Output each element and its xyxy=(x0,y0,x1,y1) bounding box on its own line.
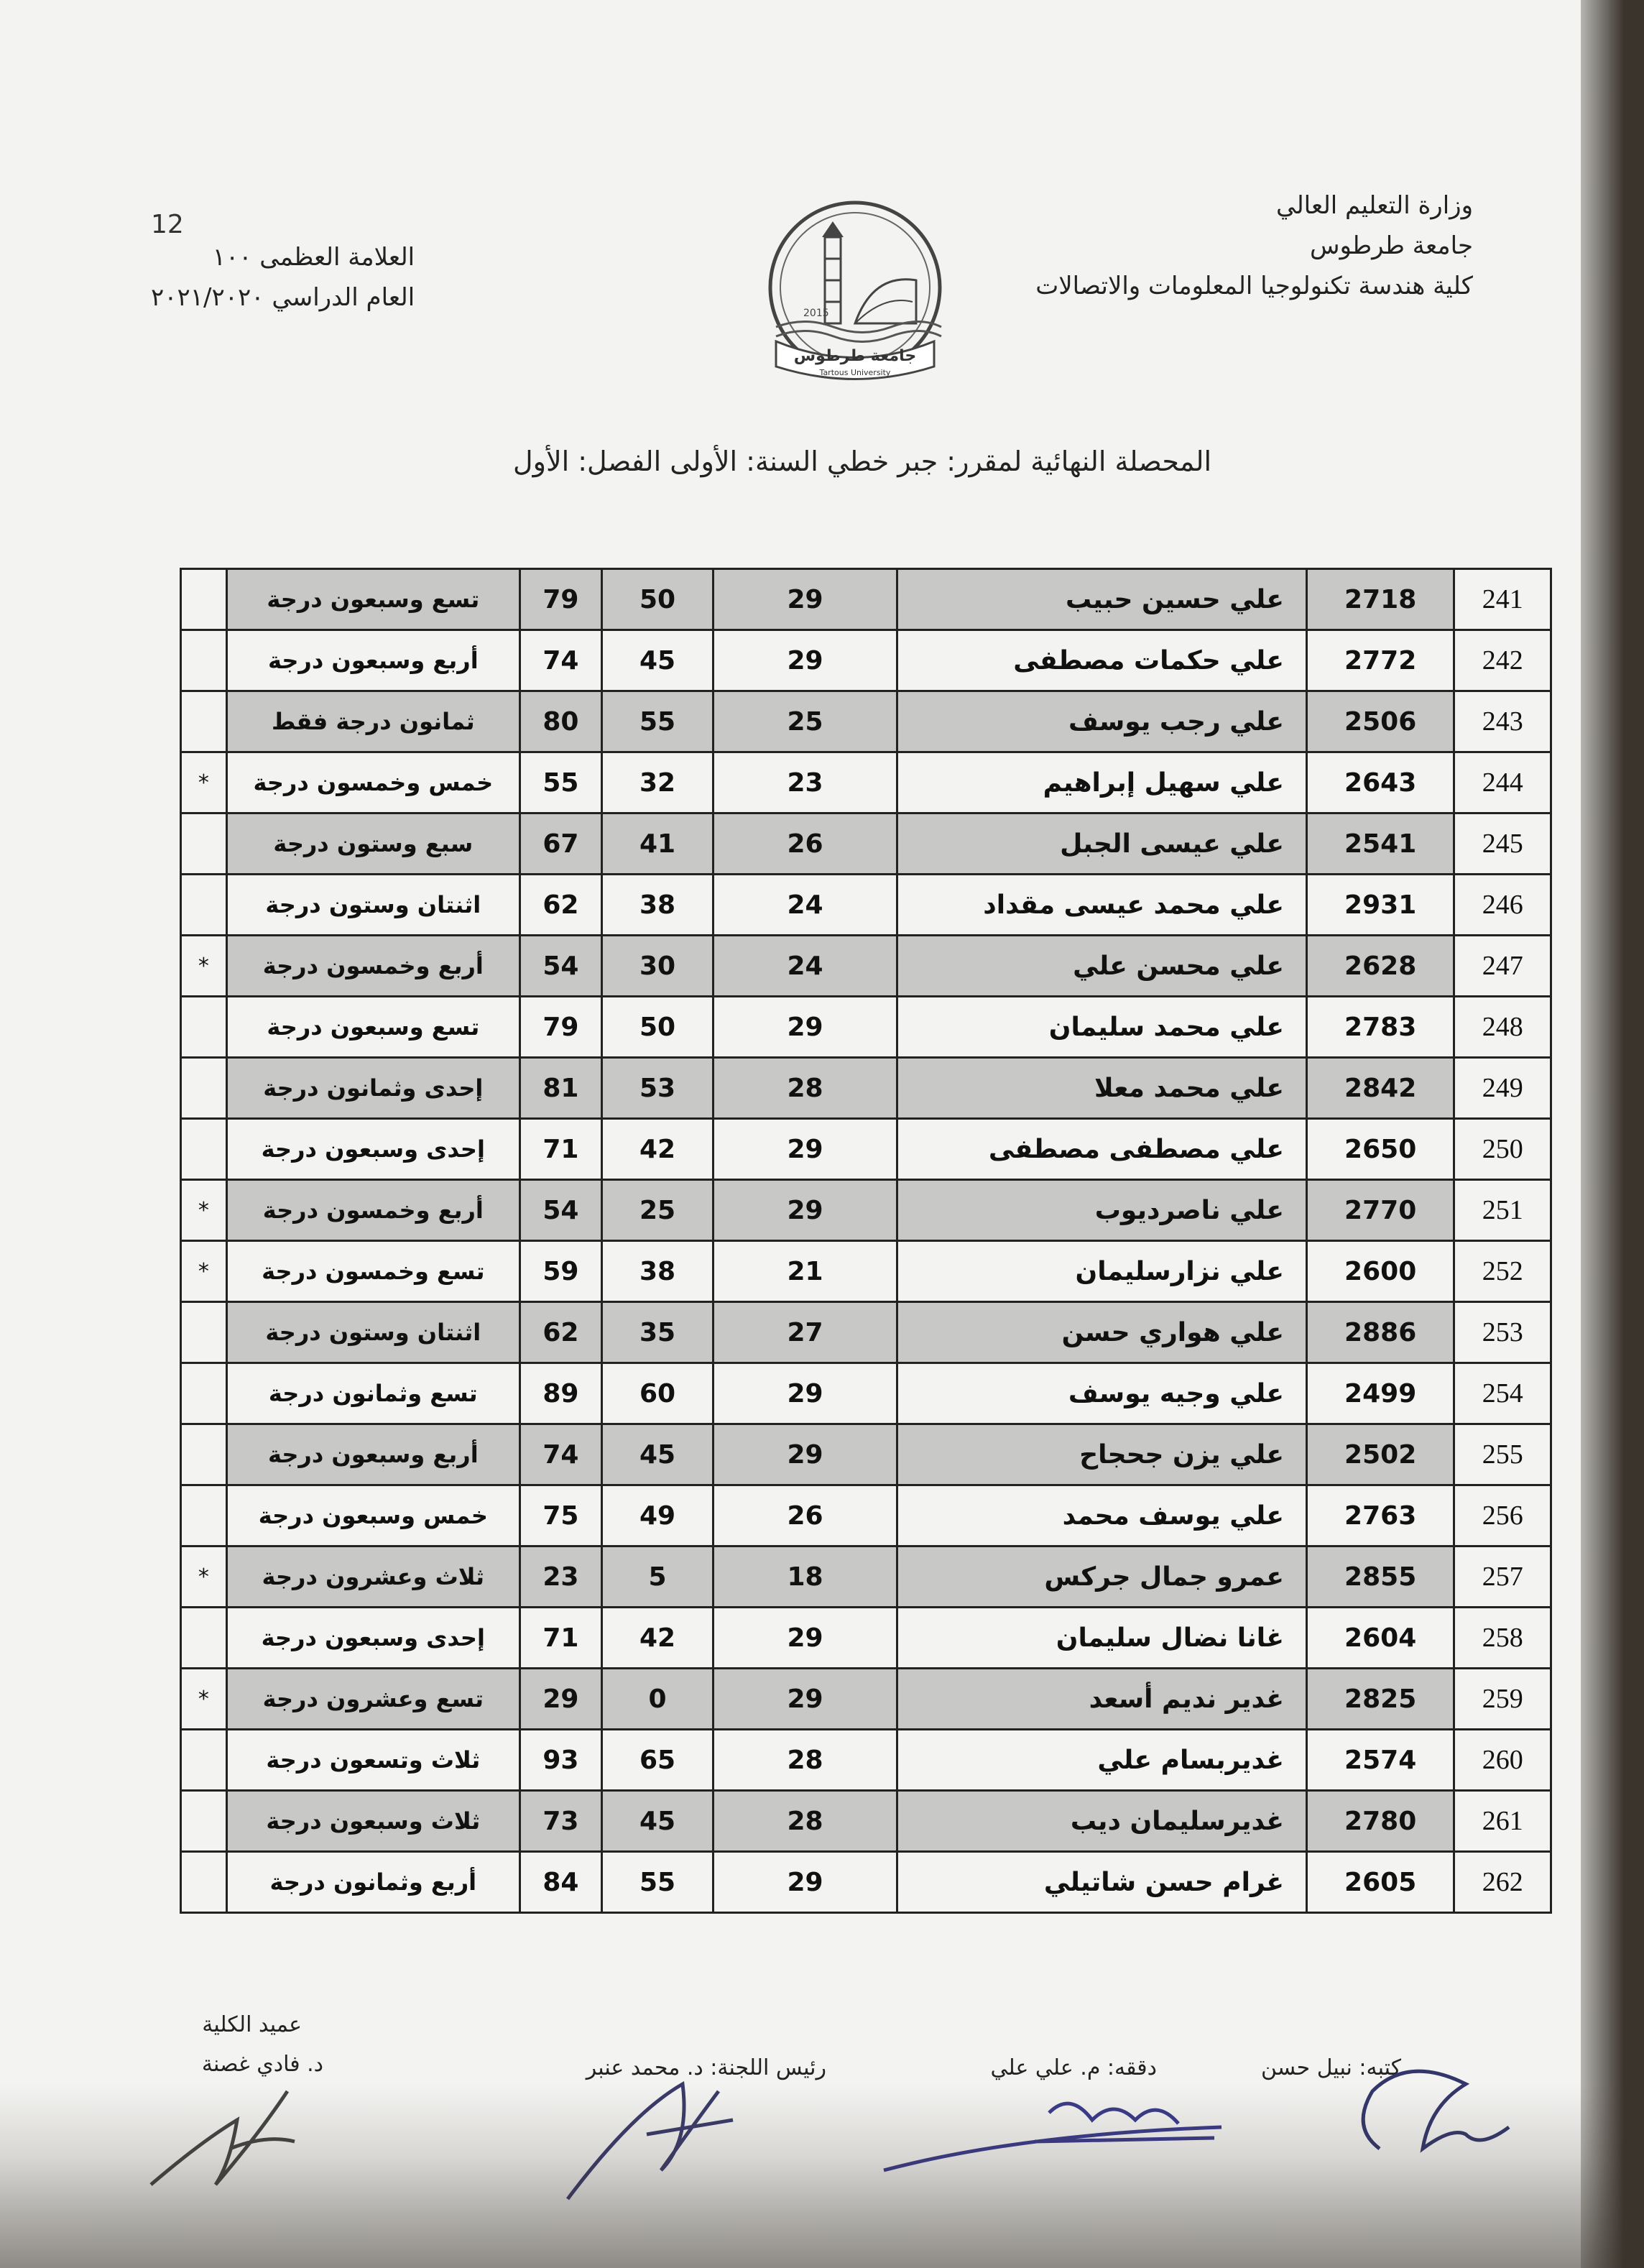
student-name-cell: غديربسام علي xyxy=(897,1730,1307,1791)
student-id-cell: 2772 xyxy=(1306,630,1454,691)
practical-mark-cell: 29 xyxy=(713,1119,897,1180)
total-mark-cell: 71 xyxy=(519,1119,601,1180)
max-mark: العلامة العظمى ١٠٠ xyxy=(212,243,415,272)
student-id-cell: 2825 xyxy=(1306,1669,1454,1730)
student-id-cell: 2780 xyxy=(1306,1791,1454,1852)
flag-mark-cell: * xyxy=(181,1546,227,1608)
exam-mark-cell: 30 xyxy=(602,936,714,997)
document-title: المحصلة النهائية لمقرر: جبر خطي السنة: الأولى الفصل: الأول xyxy=(512,446,1212,477)
practical-mark-cell: 29 xyxy=(713,569,897,630)
student-id-cell: 2783 xyxy=(1306,997,1454,1058)
student-id-cell: 2502 xyxy=(1306,1424,1454,1485)
student-id-cell: 2628 xyxy=(1306,936,1454,997)
flag-mark-cell xyxy=(181,1608,227,1669)
background-edge xyxy=(0,2084,1644,2268)
student-name-cell: علي حكمات مصطفى xyxy=(897,630,1307,691)
student-id-cell: 2763 xyxy=(1306,1485,1454,1546)
writer-signature-label: كتبه: نبيل حسن xyxy=(1261,2055,1401,2080)
flag-mark-cell xyxy=(181,1852,227,1913)
serial-cell: 259 xyxy=(1454,1669,1551,1730)
exam-mark-cell: 49 xyxy=(602,1485,714,1546)
practical-mark-cell: 29 xyxy=(713,1363,897,1424)
student-id-cell: 2650 xyxy=(1306,1119,1454,1180)
student-name-cell: عمرو جمال جركس xyxy=(897,1546,1307,1608)
practical-mark-cell: 25 xyxy=(713,691,897,752)
mark-in-words-cell: أربع وسبعون درجة xyxy=(226,630,519,691)
dean-name: د. فادي غصنة xyxy=(201,2052,323,2077)
student-name-cell: غانا نضال سليمان xyxy=(897,1608,1307,1669)
student-name-cell: علي محسن علي xyxy=(897,936,1307,997)
total-mark-cell: 79 xyxy=(519,997,601,1058)
student-id-cell: 2718 xyxy=(1306,569,1454,630)
total-mark-cell: 62 xyxy=(519,1302,601,1363)
total-mark-cell: 93 xyxy=(519,1730,601,1791)
exam-mark-cell: 45 xyxy=(602,1424,714,1485)
practical-mark-cell: 24 xyxy=(713,936,897,997)
table-row xyxy=(181,1119,1551,1180)
practical-mark-cell: 29 xyxy=(713,630,897,691)
table-row xyxy=(181,875,1551,936)
student-id-cell: 2541 xyxy=(1306,813,1454,875)
flag-mark-cell xyxy=(181,1791,227,1852)
mark-in-words-cell: تسع وعشرون درجة xyxy=(226,1669,519,1730)
exam-mark-cell: 38 xyxy=(602,875,714,936)
flag-mark-cell xyxy=(181,1485,227,1546)
exam-mark-cell: 65 xyxy=(602,1730,714,1791)
student-id-cell: 2600 xyxy=(1306,1241,1454,1302)
table-row xyxy=(181,1180,1551,1241)
serial-cell: 256 xyxy=(1454,1485,1551,1546)
institution-header xyxy=(1035,185,1473,306)
total-mark-cell: 74 xyxy=(519,630,601,691)
practical-mark-cell: 28 xyxy=(713,1058,897,1119)
practical-mark-cell: 29 xyxy=(713,1669,897,1730)
flag-mark-cell: * xyxy=(181,752,227,813)
exam-mark-cell: 45 xyxy=(602,1791,714,1852)
student-name-cell: علي ناصرديوب xyxy=(897,1180,1307,1241)
practical-mark-cell: 23 xyxy=(713,752,897,813)
practical-mark-cell: 28 xyxy=(713,1791,897,1852)
student-id-cell: 2770 xyxy=(1306,1180,1454,1241)
table-row xyxy=(181,1302,1551,1363)
mark-in-words-cell: ثلاث وعشرون درجة xyxy=(226,1546,519,1608)
total-mark-cell: 67 xyxy=(519,813,601,875)
exam-mark-cell: 55 xyxy=(602,691,714,752)
mark-in-words-cell: ثلاث وتسعون درجة xyxy=(226,1730,519,1791)
exam-mark-cell: 50 xyxy=(602,997,714,1058)
mark-in-words-cell: ثمانون درجة فقط xyxy=(226,691,519,752)
student-name-cell: علي هواري حسن xyxy=(897,1302,1307,1363)
exam-mark-cell: 5 xyxy=(602,1546,714,1608)
student-name-cell: غديرسليمان ديب xyxy=(897,1791,1307,1852)
flag-mark-cell xyxy=(181,875,227,936)
mark-in-words-cell: اثنتان وستون درجة xyxy=(226,1302,519,1363)
table-row xyxy=(181,630,1551,691)
mark-in-words-cell: خمس وسبعون درجة xyxy=(226,1485,519,1546)
exam-mark-cell: 45 xyxy=(602,630,714,691)
mark-in-words-cell: تسع وسبعون درجة xyxy=(226,997,519,1058)
mark-in-words-cell: إحدى وثمانون درجة xyxy=(226,1058,519,1119)
table-row xyxy=(181,1363,1551,1424)
exam-mark-cell: 25 xyxy=(602,1180,714,1241)
total-mark-cell: 23 xyxy=(519,1546,601,1608)
flag-mark-cell: * xyxy=(181,1669,227,1730)
practical-mark-cell: 29 xyxy=(713,1424,897,1485)
svg-text:Tartous University: Tartous University xyxy=(819,368,891,377)
practical-mark-cell: 21 xyxy=(713,1241,897,1302)
svg-text:2015: 2015 xyxy=(803,308,829,319)
total-mark-cell: 75 xyxy=(519,1485,601,1546)
student-id-cell: 2605 xyxy=(1306,1852,1454,1913)
exam-mark-cell: 42 xyxy=(602,1608,714,1669)
student-name-cell: علي محمد سليمان xyxy=(897,997,1307,1058)
exam-mark-cell: 38 xyxy=(602,1241,714,1302)
student-name-cell: علي رجب يوسف xyxy=(897,691,1307,752)
total-mark-cell: 55 xyxy=(519,752,601,813)
table-row xyxy=(181,813,1551,875)
table-row xyxy=(181,1730,1551,1791)
total-mark-cell: 71 xyxy=(519,1608,601,1669)
serial-cell: 248 xyxy=(1454,997,1551,1058)
exam-mark-cell: 50 xyxy=(602,569,714,630)
student-id-cell: 2855 xyxy=(1306,1546,1454,1608)
svg-text:جامعة طرطوس: جامعة طرطوس xyxy=(793,347,917,365)
practical-mark-cell: 29 xyxy=(713,1180,897,1241)
mark-in-words-cell: أربع وثمانون درجة xyxy=(226,1852,519,1913)
serial-cell: 246 xyxy=(1454,875,1551,936)
serial-cell: 250 xyxy=(1454,1119,1551,1180)
flag-mark-cell xyxy=(181,569,227,630)
university-logo xyxy=(747,194,963,395)
practical-mark-cell: 28 xyxy=(713,1730,897,1791)
mark-in-words-cell: تسع وثمانون درجة xyxy=(226,1363,519,1424)
committee-head-label: رئيس اللجنة: د. محمد عنبر xyxy=(586,2055,826,2080)
practical-mark-cell: 29 xyxy=(713,997,897,1058)
mark-in-words-cell: خمس وخمسون درجة xyxy=(226,752,519,813)
student-name-cell: علي يزن جحجاح xyxy=(897,1424,1307,1485)
mark-in-words-cell: تسع وسبعون درجة xyxy=(226,569,519,630)
exam-mark-cell: 60 xyxy=(602,1363,714,1424)
mark-in-words-cell: أربع وخمسون درجة xyxy=(226,1180,519,1241)
practical-mark-cell: 26 xyxy=(713,813,897,875)
student-id-cell: 2643 xyxy=(1306,752,1454,813)
student-id-cell: 2604 xyxy=(1306,1608,1454,1669)
serial-cell: 251 xyxy=(1454,1180,1551,1241)
student-name-cell: علي محمد عيسى مقداد xyxy=(897,875,1307,936)
mark-in-words-cell: اثنتان وستون درجة xyxy=(226,875,519,936)
serial-cell: 241 xyxy=(1454,569,1551,630)
student-name-cell: علي حسين حبيب xyxy=(897,569,1307,630)
serial-cell: 252 xyxy=(1454,1241,1551,1302)
exam-mark-cell: 32 xyxy=(602,752,714,813)
table-row xyxy=(181,936,1551,997)
total-mark-cell: 84 xyxy=(519,1852,601,1913)
flag-mark-cell: * xyxy=(181,1180,227,1241)
total-mark-cell: 74 xyxy=(519,1424,601,1485)
faculty-name: كلية هندسة تكنولوجيا المعلومات والاتصالات xyxy=(1035,272,1473,300)
student-name-cell: غدير نديم أسعد xyxy=(897,1669,1307,1730)
exam-mark-cell: 42 xyxy=(602,1119,714,1180)
mark-in-words-cell: سبع وستون درجة xyxy=(226,813,519,875)
flag-mark-cell: * xyxy=(181,936,227,997)
student-name-cell: علي سهيل إبراهيم xyxy=(897,752,1307,813)
table-row xyxy=(181,1852,1551,1913)
total-mark-cell: 59 xyxy=(519,1241,601,1302)
table-row xyxy=(181,1485,1551,1546)
practical-mark-cell: 27 xyxy=(713,1302,897,1363)
student-name-cell: علي عيسى الجبل xyxy=(897,813,1307,875)
grades-table xyxy=(180,568,1552,1914)
total-mark-cell: 29 xyxy=(519,1669,601,1730)
student-id-cell: 2574 xyxy=(1306,1730,1454,1791)
student-id-cell: 2499 xyxy=(1306,1363,1454,1424)
serial-cell: 260 xyxy=(1454,1730,1551,1791)
exam-mark-cell: 0 xyxy=(602,1669,714,1730)
serial-cell: 261 xyxy=(1454,1791,1551,1852)
flag-mark-cell xyxy=(181,813,227,875)
serial-cell: 245 xyxy=(1454,813,1551,875)
serial-cell: 247 xyxy=(1454,936,1551,997)
student-id-cell: 2886 xyxy=(1306,1302,1454,1363)
flag-mark-cell xyxy=(181,1119,227,1180)
student-id-cell: 2931 xyxy=(1306,875,1454,936)
serial-cell: 243 xyxy=(1454,691,1551,752)
flag-mark-cell xyxy=(181,1058,227,1119)
mark-in-words-cell: ثلاث وسبعون درجة xyxy=(226,1791,519,1852)
flag-mark-cell xyxy=(181,1363,227,1424)
total-mark-cell: 54 xyxy=(519,936,601,997)
exam-mark-cell: 35 xyxy=(602,1302,714,1363)
flag-mark-cell: * xyxy=(181,1241,227,1302)
serial-cell: 254 xyxy=(1454,1363,1551,1424)
mark-in-words-cell: أربع وسبعون درجة xyxy=(226,1424,519,1485)
table-row xyxy=(181,1424,1551,1485)
serial-cell: 255 xyxy=(1454,1424,1551,1485)
table-row xyxy=(181,1608,1551,1669)
flag-mark-cell xyxy=(181,997,227,1058)
student-name-cell: علي وجيه يوسف xyxy=(897,1363,1307,1424)
dean-title: عميد الكلية xyxy=(202,2012,302,2037)
mark-in-words-cell: تسع وخمسون درجة xyxy=(226,1241,519,1302)
flag-mark-cell xyxy=(181,691,227,752)
table-row xyxy=(181,691,1551,752)
total-mark-cell: 89 xyxy=(519,1363,601,1424)
mark-in-words-cell: أربع وخمسون درجة xyxy=(226,936,519,997)
academic-year: العام الدراسي ٢٠٢١/٢٠٢٠ xyxy=(151,283,415,312)
exam-mark-cell: 41 xyxy=(602,813,714,875)
flag-mark-cell xyxy=(181,1730,227,1791)
exam-mark-cell: 53 xyxy=(602,1058,714,1119)
flag-mark-cell xyxy=(181,1424,227,1485)
total-mark-cell: 54 xyxy=(519,1180,601,1241)
mark-in-words-cell: إحدى وسبعون درجة xyxy=(226,1119,519,1180)
auditor-signature-label: دققه: م. علي علي xyxy=(990,2055,1157,2080)
serial-cell: 253 xyxy=(1454,1302,1551,1363)
student-id-cell: 2842 xyxy=(1306,1058,1454,1119)
serial-cell: 257 xyxy=(1454,1546,1551,1608)
serial-cell: 244 xyxy=(1454,752,1551,813)
exam-mark-cell: 55 xyxy=(602,1852,714,1913)
table-row xyxy=(181,752,1551,813)
total-mark-cell: 81 xyxy=(519,1058,601,1119)
practical-mark-cell: 29 xyxy=(713,1608,897,1669)
serial-cell: 249 xyxy=(1454,1058,1551,1119)
student-name-cell: غرام حسن شاتيلي xyxy=(897,1852,1307,1913)
practical-mark-cell: 18 xyxy=(713,1546,897,1608)
table-row xyxy=(181,569,1551,630)
table-row xyxy=(181,1791,1551,1852)
total-mark-cell: 62 xyxy=(519,875,601,936)
student-name-cell: علي مصطفى مصطفى xyxy=(897,1119,1307,1180)
practical-mark-cell: 29 xyxy=(713,1852,897,1913)
exam-info-header xyxy=(151,208,415,318)
total-mark-cell: 73 xyxy=(519,1791,601,1852)
page-number: 12 xyxy=(151,210,184,239)
total-mark-cell: 80 xyxy=(519,691,601,752)
serial-cell: 242 xyxy=(1454,630,1551,691)
table-row xyxy=(181,1546,1551,1608)
flag-mark-cell xyxy=(181,630,227,691)
ministry-name: وزارة التعليم العالي xyxy=(1275,191,1473,220)
practical-mark-cell: 24 xyxy=(713,875,897,936)
table-row xyxy=(181,1241,1551,1302)
table-row xyxy=(181,997,1551,1058)
student-name-cell: علي محمد معلا xyxy=(897,1058,1307,1119)
table-row xyxy=(181,1058,1551,1119)
practical-mark-cell: 26 xyxy=(713,1485,897,1546)
serial-cell: 262 xyxy=(1454,1852,1551,1913)
serial-cell: 258 xyxy=(1454,1608,1551,1669)
student-name-cell: علي يوسف محمد xyxy=(897,1485,1307,1546)
table-row xyxy=(181,1669,1551,1730)
student-name-cell: علي نزارسليمان xyxy=(897,1241,1307,1302)
flag-mark-cell xyxy=(181,1302,227,1363)
mark-in-words-cell: إحدى وسبعون درجة xyxy=(226,1608,519,1669)
total-mark-cell: 79 xyxy=(519,569,601,630)
student-id-cell: 2506 xyxy=(1306,691,1454,752)
university-name: جامعة طرطوس xyxy=(1310,231,1473,260)
